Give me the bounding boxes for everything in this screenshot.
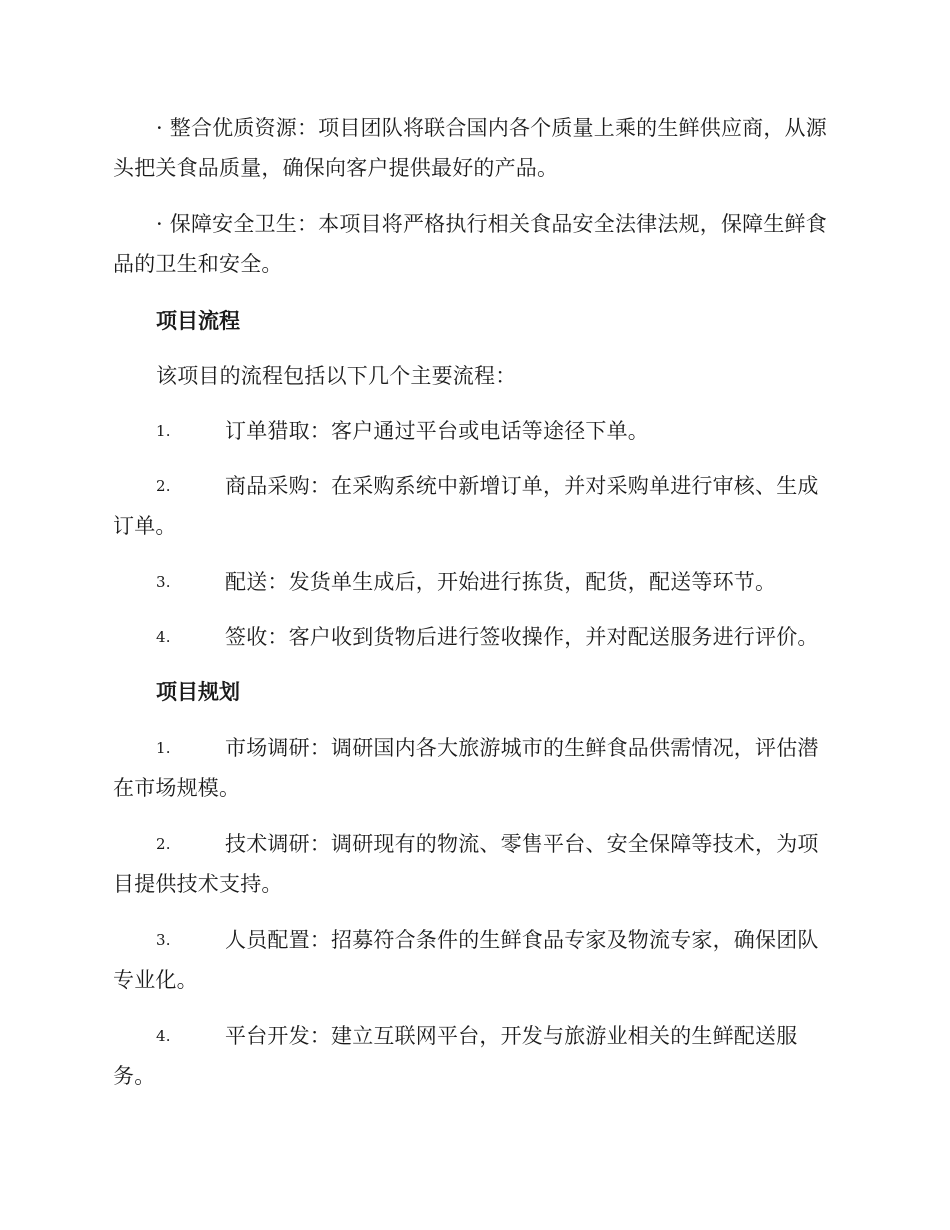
list-number: 2. bbox=[156, 477, 171, 495]
process-list-item bbox=[113, 411, 835, 451]
list-number: 2. bbox=[156, 835, 171, 853]
list-item-text: 技术调研：调研现有的物流、零售平台、安全保障等技术，为项目提供技术支持。 bbox=[113, 832, 819, 896]
list-number: 3. bbox=[156, 931, 171, 949]
list-item-text: 人员配置：招募符合条件的生鲜食品专家及物流专家，确保团队专业化。 bbox=[113, 928, 819, 992]
process-list-item bbox=[113, 562, 835, 602]
section-heading-planning: 项目规划 bbox=[156, 679, 240, 704]
bullet-paragraph-resources: · 整合优质资源：项目团队将联合国内各个质量上乘的生鲜供应商，从源头把关食品质量，确保向客户提供最好的产品。 bbox=[113, 116, 827, 180]
list-number: 3. bbox=[156, 573, 171, 591]
process-intro: 该项目的流程包括以下几个主要流程： bbox=[156, 364, 517, 388]
list-number: 1. bbox=[156, 739, 171, 757]
bullet-paragraph-safety: · 保障安全卫生：本项目将严格执行相关食品安全法律法规，保障生鲜食品的卫生和安全。 bbox=[113, 212, 827, 276]
list-item-text: 订单猎取：客户通过平台或电话等途径下单。 bbox=[225, 419, 649, 443]
list-item-text: 平台开发：建立互联网平台，开发与旅游业相关的生鲜配送服务。 bbox=[113, 1024, 798, 1088]
planning-list-item bbox=[113, 728, 835, 808]
list-number: 4. bbox=[156, 1027, 171, 1045]
list-item-text: 签收：客户收到货物后进行签收操作，并对配送服务进行评价。 bbox=[225, 625, 819, 649]
list-item-text: 市场调研：调研国内各大旅游城市的生鲜食品供需情况，评估潜在市场规模。 bbox=[113, 736, 819, 800]
planning-list-item bbox=[113, 920, 835, 1000]
section-heading-process: 项目流程 bbox=[156, 308, 240, 333]
planning-list-item bbox=[113, 1016, 835, 1096]
list-number: 1. bbox=[156, 422, 171, 440]
list-item-text: 配送：发货单生成后，开始进行拣货，配货，配送等环节。 bbox=[225, 570, 777, 594]
list-number: 4. bbox=[156, 628, 171, 646]
planning-list-item bbox=[113, 824, 835, 904]
process-list-item bbox=[113, 617, 835, 657]
list-item-text: 商品采购：在采购系统中新增订单，并对采购单进行审核、生成订单。 bbox=[113, 474, 819, 538]
process-list-item bbox=[113, 466, 835, 546]
